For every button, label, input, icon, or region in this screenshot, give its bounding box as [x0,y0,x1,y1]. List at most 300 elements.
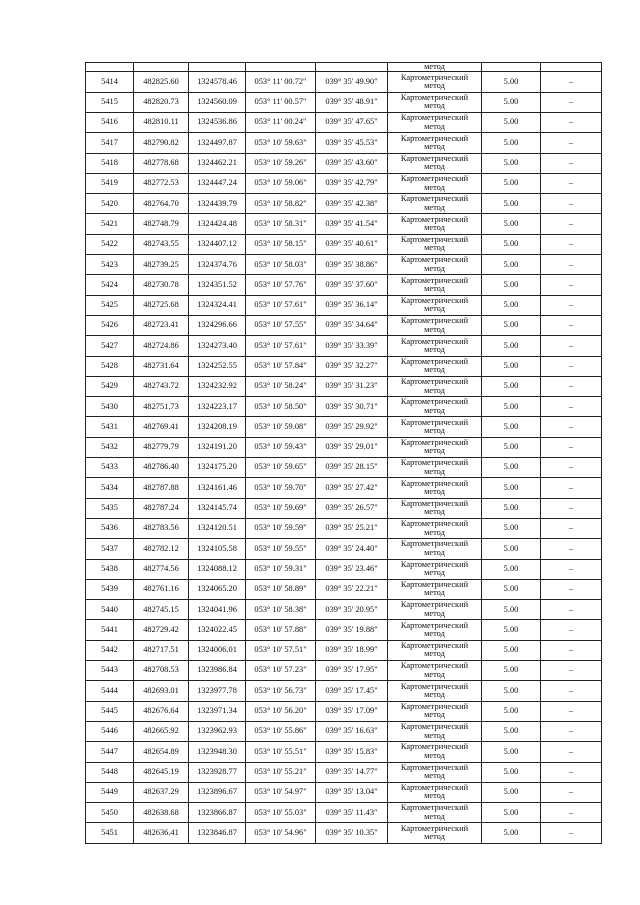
method-line-1: Картометрический [400,783,469,793]
cell-method [388,681,482,701]
cell-y: 1324536.86 [189,113,246,133]
cell-latitude: 053° 10' 58.03" [246,255,316,275]
method-line-2: метод [424,304,445,314]
cell-x: 482731.64 [134,356,189,376]
cell-longitude: 039° 35' 36.14" [316,295,388,315]
cell-accuracy: 5.00 [482,803,541,823]
cell-latitude: 053° 10' 57.88" [246,620,316,640]
method-line-1: Картометрический [400,397,469,407]
cell-x: 482708.53 [134,661,189,681]
cell-longitude: 039° 35' 33.39" [316,336,388,356]
cell-description: – [541,518,602,538]
method-line-2: метод [424,710,445,720]
method-line-1: Картометрический [400,235,469,245]
cell-x: 482769.41 [134,417,189,437]
table-row [86,721,602,741]
cell-point: 5441 [86,620,134,640]
cell-description: – [541,173,602,193]
cell-x: 482787.24 [134,498,189,518]
cell-description: – [541,92,602,112]
cell-method [388,92,482,112]
table-row [86,376,602,396]
cell-latitude: 053° 10' 58.89" [246,579,316,599]
table-row [86,356,602,376]
cell-y: 1324374.76 [189,255,246,275]
cell-longitude: 039° 35' 45.53" [316,133,388,153]
cell-method [388,762,482,782]
cell-point: 5422 [86,234,134,254]
table-row [86,113,602,133]
cell-y: 1323928.77 [189,762,246,782]
cell-point: 5418 [86,153,134,173]
method-line-1: Картометрический [400,559,469,569]
method-line-2: метод [424,365,445,375]
cell-point: 5433 [86,458,134,478]
cell-latitude: 053° 10' 58.38" [246,600,316,620]
method-line-1: Картометрический [400,275,469,285]
cell-accuracy: 5.00 [482,376,541,396]
cell-method [388,803,482,823]
cell-longitude: 039° 35' 37.60" [316,275,388,295]
cell-x: 482790.82 [134,133,189,153]
cell-accuracy: 5.00 [482,295,541,315]
table-row [86,397,602,417]
cell-x: 482725.68 [134,295,189,315]
cell-accuracy: 5.00 [482,194,541,214]
cell-description: – [541,376,602,396]
cell-longitude: 039° 35' 40.61" [316,234,388,254]
method-line-2: метод [424,649,445,659]
cell-description: – [541,498,602,518]
cell-y: 1324232.92 [189,376,246,396]
method-line-2: метод [424,141,445,151]
cell-method [388,113,482,133]
cell-longitude: 039° 35' 25.21" [316,518,388,538]
cell-y: 1324462.21 [189,153,246,173]
cell-method [388,782,482,802]
method-line-2: метод [424,730,445,740]
cell-point: 5430 [86,397,134,417]
cell-accuracy: 5.00 [482,701,541,721]
cell-longitude: 039° 35' 17.09" [316,701,388,721]
cell-longitude: 039° 35' 43.60" [316,153,388,173]
cell-y: 1324424.48 [189,214,246,234]
cell-point: 5447 [86,742,134,762]
cell-description: – [541,458,602,478]
method-line-2: метод [424,243,445,253]
cell-accuracy: 5.00 [482,782,541,802]
table-row [86,803,602,823]
cell-method [388,315,482,335]
method-line-1: Картометрический [400,478,469,488]
cell-description: – [541,336,602,356]
method-line-1: Картометрический [400,498,469,508]
cell-accuracy: 5.00 [482,681,541,701]
cell-y: 1324191.20 [189,437,246,457]
method-line-1: Картометрический [400,417,469,427]
cell-latitude: 053° 10' 57.84" [246,356,316,376]
cell-latitude: 053° 10' 57.76" [246,275,316,295]
cell-longitude: 039° 35' 13.04" [316,782,388,802]
cell-longitude: 039° 35' 42.79" [316,173,388,193]
cell-latitude: 053° 10' 59.70" [246,478,316,498]
method-line-2: метод [424,608,445,618]
cell-description: – [541,153,602,173]
cell-x: 482739.25 [134,255,189,275]
cell-accuracy: 5.00 [482,315,541,335]
cell-accuracy: 5.00 [482,742,541,762]
cell-point: 5426 [86,315,134,335]
cell-point: 5419 [86,173,134,193]
cell-longitude: 039° 35' 49.90" [316,72,388,92]
cell-point: 5417 [86,133,134,153]
cell-y: 1324145.74 [189,498,246,518]
cell-method [388,194,482,214]
cell-longitude: 039° 35' 48.91" [316,92,388,112]
cell-method [388,376,482,396]
cell-latitude: 053° 10' 59.26" [246,153,316,173]
cell-x: 482724.86 [134,336,189,356]
cell-latitude: 053° 10' 59.59" [246,518,316,538]
cell-accuracy: 5.00 [482,762,541,782]
cell-longitude: 039° 35' 47.65" [316,113,388,133]
cell-description: – [541,539,602,559]
cell-y: 1324560.09 [189,92,246,112]
table-row [86,275,602,295]
cell-longitude: 039° 35' 30.71" [316,397,388,417]
cell-method [388,295,482,315]
method-line-2: метод [424,466,445,476]
method-line-2: метод [424,446,445,456]
cell-longitude: 039° 35' 20.95" [316,600,388,620]
cell-point: 5434 [86,478,134,498]
cell-point: 5428 [86,356,134,376]
cell-longitude: 039° 35' 31.23" [316,376,388,396]
table-row [86,234,602,254]
cell-accuracy: 5.00 [482,600,541,620]
method-line-2: метод [424,223,445,233]
cell-point: 5443 [86,661,134,681]
cell-latitude: 053° 10' 58.50" [246,397,316,417]
cell-point [86,63,134,72]
cell-point: 5416 [86,113,134,133]
cell-description: – [541,823,602,843]
method-line-1: Картометрический [400,640,469,650]
cell-y: 1324296.66 [189,315,246,335]
cell-y: 1324578.46 [189,72,246,92]
cell-accuracy: 5.00 [482,113,541,133]
cell-x: 482787.88 [134,478,189,498]
table-row [86,315,602,335]
method-line-1: Картометрический [400,580,469,590]
cell-point: 5420 [86,194,134,214]
cell-point: 5449 [86,782,134,802]
cell-latitude: 053° 10' 59.08" [246,417,316,437]
cell-accuracy: 5.00 [482,518,541,538]
cell-description: – [541,600,602,620]
cell-x: 482772.53 [134,173,189,193]
cell-latitude: 053° 10' 57.23" [246,661,316,681]
cell-x: 482723.41 [134,315,189,335]
cell-longitude: 039° 35' 17.95" [316,661,388,681]
cell-x: 482761.16 [134,579,189,599]
cell-method [388,356,482,376]
cell-point: 5436 [86,518,134,538]
cell-latitude: 053° 10' 58.24" [246,376,316,396]
cell-latitude: 053° 10' 57.51" [246,640,316,660]
cell-latitude [246,63,316,72]
cell-point: 5421 [86,214,134,234]
method-line-2: метод [424,344,445,354]
cell-description: – [541,701,602,721]
table-row [86,701,602,721]
method-line-2: метод [424,771,445,781]
coordinates-table [85,62,602,844]
cell-accuracy: 5.00 [482,437,541,457]
cell-accuracy: 5.00 [482,92,541,112]
cell-accuracy: 5.00 [482,478,541,498]
cell-description: – [541,214,602,234]
method-line-2: метод [424,527,445,537]
method-line-1: Картометрический [400,701,469,711]
cell-longitude: 039° 35' 34.64" [316,315,388,335]
cell-longitude: 039° 35' 10.35" [316,823,388,843]
table-row [86,255,602,275]
cell-method [388,214,482,234]
cell-x: 482820.73 [134,92,189,112]
cell-point: 5435 [86,498,134,518]
cell-x: 482782.12 [134,539,189,559]
method-line-1: Картометрический [400,194,469,204]
cell-accuracy: 5.00 [482,255,541,275]
method-line-2: метод [424,162,445,172]
cell-description: – [541,782,602,802]
cell-description: – [541,681,602,701]
cell-accuracy: 5.00 [482,498,541,518]
cell-x: 482825.60 [134,72,189,92]
cell-y: 1324105.58 [189,539,246,559]
cell-method [388,234,482,254]
cell-longitude: 039° 35' 32.27" [316,356,388,376]
cell-x: 482676.64 [134,701,189,721]
cell-method [388,823,482,843]
cell-x: 482654.89 [134,742,189,762]
cell-x: 482645.19 [134,762,189,782]
method-line-2: метод [424,750,445,760]
cell-description: – [541,315,602,335]
cell-y: 1324407.12 [189,234,246,254]
method-line-1: Картометрический [400,437,469,447]
cell-y: 1323971.34 [189,701,246,721]
cell-description: – [541,275,602,295]
cell-description: – [541,742,602,762]
cell-longitude: 039° 35' 26.57" [316,498,388,518]
cell-latitude: 053° 10' 54.96" [246,823,316,843]
cell-y: 1324175.20 [189,458,246,478]
cell-x: 482729.42 [134,620,189,640]
cell-point: 5451 [86,823,134,843]
cell-x: 482637.29 [134,782,189,802]
cell-latitude: 053° 10' 55.86" [246,721,316,741]
cell-y: 1323846.87 [189,823,246,843]
cell-longitude: 039° 35' 29.92" [316,417,388,437]
cell-description: – [541,397,602,417]
cell-y: 1324497.87 [189,133,246,153]
cell-latitude: 053° 10' 54.97" [246,782,316,802]
method-line-2: метод [424,832,445,842]
cell-y: 1324161.46 [189,478,246,498]
cell-accuracy: 5.00 [482,620,541,640]
cell-x: 482743.55 [134,234,189,254]
method-line-1: Картометрический [400,92,469,102]
method-line-1: Картометрический [400,762,469,772]
cell-description: – [541,437,602,457]
cell-y: 1324351.52 [189,275,246,295]
cell-point: 5424 [86,275,134,295]
cell-x: 482786.40 [134,458,189,478]
table-row [86,336,602,356]
cell-method [388,742,482,762]
method-line-1: Картометрический [400,133,469,143]
cell-longitude [316,63,388,72]
cell-description: – [541,559,602,579]
cell-method [388,275,482,295]
cell-accuracy: 5.00 [482,72,541,92]
method-line-2: метод [424,405,445,415]
method-line-2: метод [424,202,445,212]
method-line-1: Картометрический [400,153,469,163]
cell-x: 482693.01 [134,681,189,701]
cell-accuracy: 5.00 [482,458,541,478]
cell-accuracy: 5.00 [482,234,541,254]
cell-y: 1324120.51 [189,518,246,538]
method-line-1: Картометрический [400,823,469,833]
cell-y: 1323948.30 [189,742,246,762]
cell-point: 5448 [86,762,134,782]
cell-x: 482717.51 [134,640,189,660]
method-line-2: метод [424,182,445,192]
cell-point: 5432 [86,437,134,457]
cell-y: 1324324.41 [189,295,246,315]
cell-latitude: 053° 10' 56.73" [246,681,316,701]
cell-point: 5423 [86,255,134,275]
cell-description: – [541,295,602,315]
cell-method [388,133,482,153]
cell-y: 1323977.78 [189,681,246,701]
cell-longitude: 039° 35' 28.15" [316,458,388,478]
table-row [86,661,602,681]
method-line-2: метод [424,547,445,557]
cell-y: 1324088.12 [189,559,246,579]
cell-method [388,640,482,660]
method-line-1: Картометрический [400,174,469,184]
cell-accuracy: 5.00 [482,173,541,193]
method-line-1: Картометрический [400,458,469,468]
table-row [86,173,602,193]
method-line-2: метод [424,426,445,436]
table-row [86,133,602,153]
cell-x: 482743.72 [134,376,189,396]
cell-description: – [541,579,602,599]
method-line-2: метод [424,121,445,131]
cell-x: 482748.79 [134,214,189,234]
cell-description: – [541,417,602,437]
table-row [86,478,602,498]
method-line-1: Картометрический [400,539,469,549]
method-line-1: Картометрический [400,519,469,529]
cell-description: – [541,133,602,153]
table-row [86,600,602,620]
table-row [86,762,602,782]
cell-y: 1323866.87 [189,803,246,823]
cell-accuracy: 5.00 [482,133,541,153]
cell-method [388,579,482,599]
cell-longitude: 039° 35' 29.01" [316,437,388,457]
cell-point: 5414 [86,72,134,92]
cell-longitude: 039° 35' 22.21" [316,579,388,599]
cell-latitude: 053° 10' 58.82" [246,194,316,214]
cell-point: 5450 [86,803,134,823]
table-row [86,539,602,559]
method-line-2: метод [424,263,445,273]
table-row [86,295,602,315]
cell-latitude: 053° 10' 59.63" [246,133,316,153]
cell-y: 1324041.96 [189,600,246,620]
cell-y: 1323896.67 [189,782,246,802]
cell-x: 482638.68 [134,803,189,823]
cell-accuracy [482,63,541,72]
cell-latitude: 053° 10' 57.61" [246,336,316,356]
table-row [86,437,602,457]
cell-point: 5425 [86,295,134,315]
cell-method: метод [388,63,482,72]
table-row [86,518,602,538]
cell-longitude: 039° 35' 38.86" [316,255,388,275]
cell-accuracy: 5.00 [482,579,541,599]
table-row-continued [86,63,602,72]
table-row [86,458,602,478]
cell-accuracy: 5.00 [482,356,541,376]
cell-y [189,63,246,72]
cell-x: 482665.92 [134,721,189,741]
cell-point: 5445 [86,701,134,721]
table-body [86,63,602,844]
cell-description: – [541,803,602,823]
cell-y: 1324223.17 [189,397,246,417]
cell-point: 5415 [86,92,134,112]
cell-latitude: 053° 10' 55.03" [246,803,316,823]
cell-x: 482778.68 [134,153,189,173]
cell-method [388,336,482,356]
cell-y: 1324022.45 [189,620,246,640]
cell-y: 1324208.19 [189,417,246,437]
table-row [86,782,602,802]
cell-longitude: 039° 35' 23.46" [316,559,388,579]
cell-point: 5444 [86,681,134,701]
cell-method [388,559,482,579]
method-line-1: Картометрический [400,295,469,305]
cell-x: 482783.56 [134,518,189,538]
method-line-2: метод [424,689,445,699]
method-line-1: Картометрический [400,742,469,752]
method-line-2: метод [424,568,445,578]
cell-latitude: 053° 11' 00.72" [246,72,316,92]
method-line-1: Картометрический [400,600,469,610]
table-row [86,559,602,579]
cell-description: – [541,194,602,214]
cell-accuracy: 5.00 [482,336,541,356]
cell-point: 5439 [86,579,134,599]
